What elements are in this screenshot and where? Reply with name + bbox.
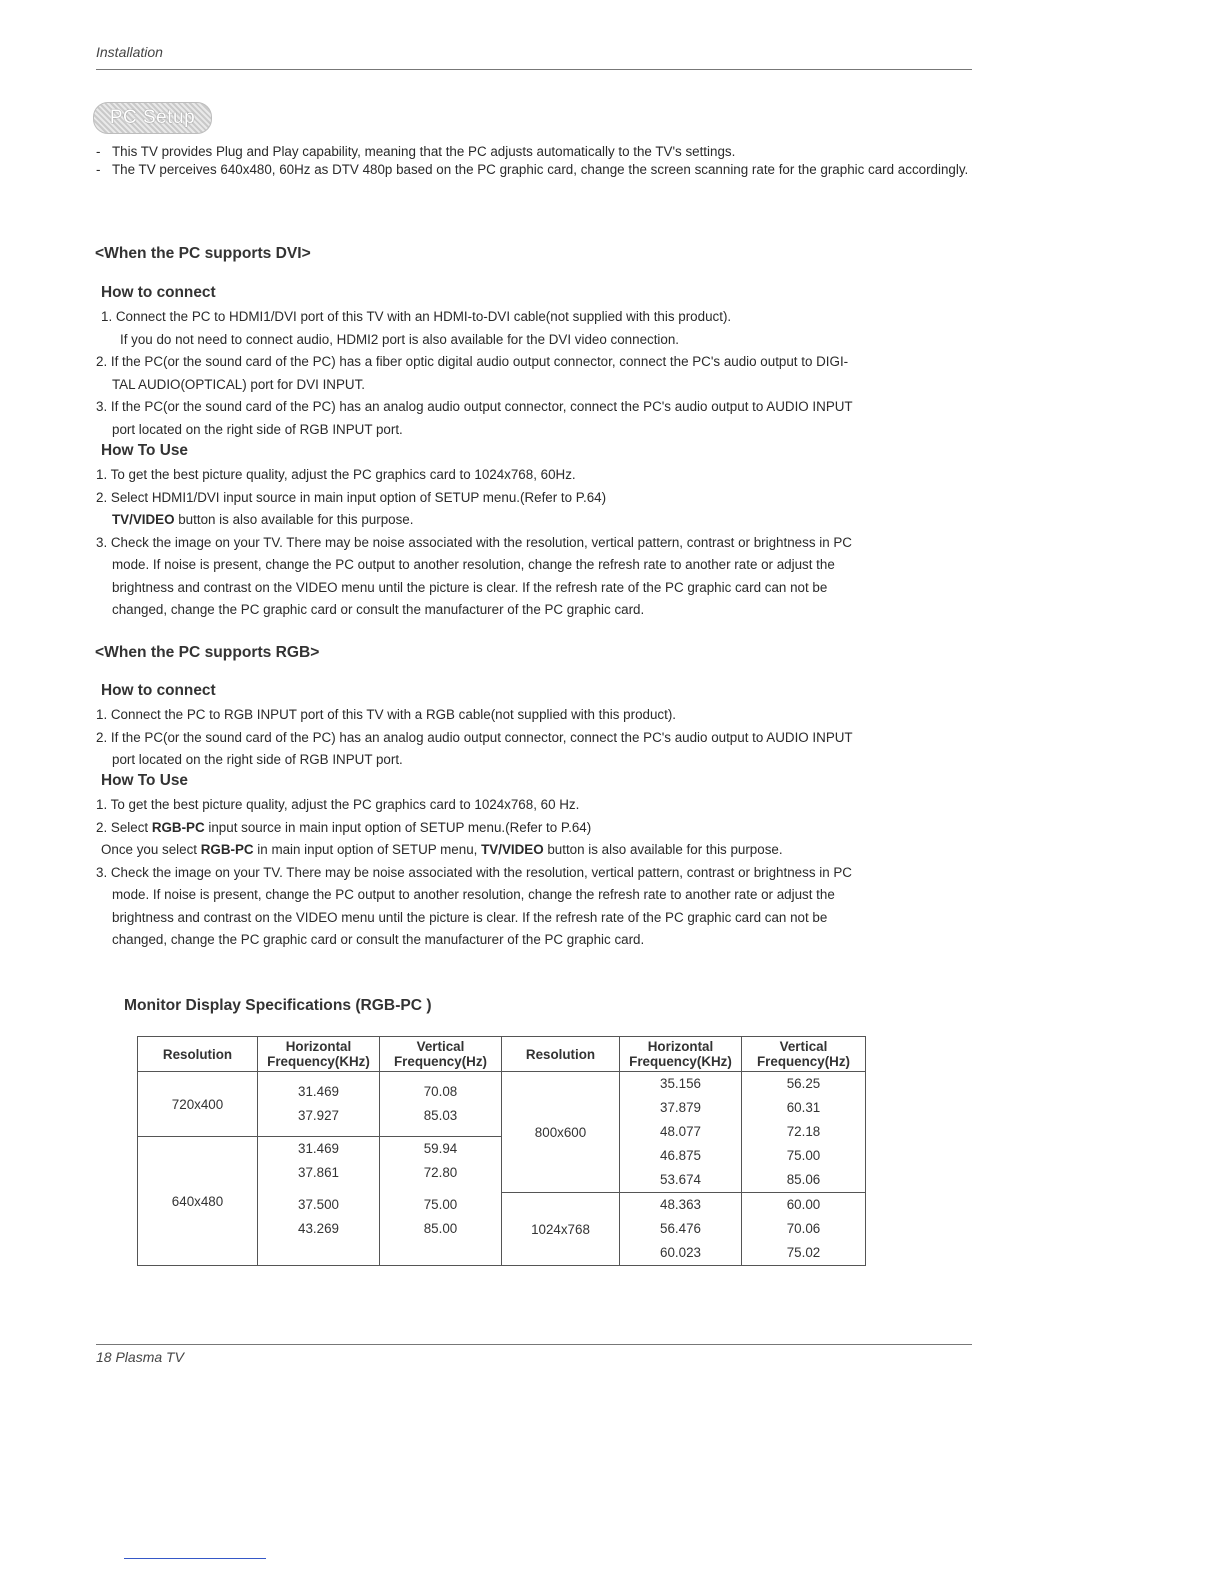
rgb-connect-heading: How to connect [101,682,216,699]
step-text: changed, change the PC graphic card or consult the manufacturer of the PC graphic card. [112,932,645,947]
intro-item: - This TV provides Plug and Play capability, meaning that the PC adjusts automatically to the TV's settings. [96,144,736,159]
table-cell-vertical: 56.25 60.31 72.18 75.00 85.06 [742,1072,866,1193]
link-underline [124,1558,266,1559]
page-footer: 18 Plasma TV [96,1349,184,1365]
dvi-connect-steps [101,306,981,351]
step-text: 1. Connect the PC to HDMI1/DVI port of this TV with an HDMI-to-DVI cable(not supplied with this product). [101,309,732,324]
step-text: port located on the right side of RGB INPUT port. [112,752,403,767]
table-cell-horizontal: 35.156 37.879 48.077 46.875 53.674 [620,1072,742,1193]
col-header-vertical: Vertical Frequency(Hz) [380,1037,502,1072]
table-cell-vertical: 59.94 72.80 75.00 85.00 [380,1137,502,1266]
table-cell-horizontal: 31.469 37.927 [258,1072,380,1137]
col-header-resolution: Resolution [502,1037,620,1072]
rgb-heading: <When the PC supports RGB> [95,644,320,661]
step-text: 2. If the PC(or the sound card of the PC) has an analog audio output connector, connect the PC's audio output to AUDIO INPUT [96,729,853,745]
table-cell-resolution: 640x480 [138,1137,258,1266]
footer-rule [96,1344,972,1345]
table-cell-resolution: 800x600 [502,1072,620,1193]
dvi-connect-heading: How to connect [101,284,216,301]
col-header-vertical: Vertical Frequency(Hz) [742,1037,866,1072]
table-cell-resolution: 1024x768 [502,1193,620,1266]
section-badge-label: PC Setup [109,107,196,128]
rgb-connect-steps [96,704,976,772]
col-header-horizontal: Horizontal Frequency(KHz) [258,1037,380,1072]
step-text: 3. Check the image on your TV. There may be noise associated with the resolution, vertical pattern, contrast or brightness in PC [96,534,852,550]
step-text: 2. Select HDMI1/DVI input source in main input option of SETUP menu.(Refer to P.64) [96,489,607,505]
dvi-heading: <When the PC supports DVI> [95,245,311,262]
step-text: 3. If the PC(or the sound card of the PC) has an analog audio output connector, connect the PC's audio output to AUDIO INPUT [96,399,853,414]
col-header-horizontal: Horizontal Frequency(KHz) [620,1037,742,1072]
dvi-use-heading: How To Use [101,442,188,459]
step-text: mode. If noise is present, change the PC output to another resolution, change the refresh rate to another rate or adjust the [112,557,835,572]
step-text: 3. Check the image on your TV. There may be noise associated with the resolution, vertical pattern, contrast or brightness in PC [96,864,852,880]
col-header-resolution: Resolution [138,1037,258,1072]
spec-table [137,1036,866,1266]
step-text: 2. Select RGB-PC input source in main input option of SETUP menu.(Refer to P.64) [96,819,592,835]
dvi-connect-steps-2 [96,351,976,441]
step-text: port located on the right side of RGB INPUT port. [112,421,403,437]
running-header: Installation [96,44,163,60]
step-text: brightness and contrast on the VIDEO menu until the picture is clear. If the refresh rate of the PC graphic card can not be [112,909,828,925]
step-text: Once you select RGB-PC in main input option of SETUP menu, TV/VIDEO button is also available for this purpose. [101,842,783,857]
step-text: mode. If noise is present, change the PC output to another resolution, change the refresh rate to another rate or adjust the [112,887,835,902]
table-cell-resolution: 720x400 [138,1072,258,1137]
step-text: 1. Connect the PC to RGB INPUT port of this TV with a RGB cable(not supplied with this product). [96,707,677,722]
step-text: 1. To get the best picture quality, adjust the PC graphics card to 1024x768, 60 Hz. [96,797,580,812]
step-text: TAL AUDIO(OPTICAL) port for DVI INPUT. [112,376,365,392]
rgb-use-steps [96,794,976,952]
dvi-use-steps [96,464,976,622]
intro-item: - The TV perceives 640x480, 60Hz as DTV 480p based on the PC graphic card, change the screen scanning rate for the graphic card accordingly. [96,162,969,177]
step-text: brightness and contrast on the VIDEO menu until the picture is clear. If the refresh rate of the PC graphic card can not be [112,579,828,595]
intro-list [96,143,976,179]
table-cell-horizontal: 48.363 56.476 60.023 [620,1193,742,1266]
rgb-use-heading: How To Use [101,772,188,789]
step-text: 1. To get the best picture quality, adjust the PC graphics card to 1024x768, 60Hz. [96,467,576,482]
spec-title: Monitor Display Specifications (RGB-PC ) [124,997,432,1014]
step-text: changed, change the PC graphic card or consult the manufacturer of the PC graphic card. [112,602,645,617]
section-badge [93,102,212,134]
step-text: 2. If the PC(or the sound card of the PC) has a fiber optic digital audio output connector, connect the PC's audio output to DIGI- [96,354,849,369]
step-text: If you do not need to connect audio, HDMI2 port is also available for the DVI video connection. [120,331,680,347]
table-cell-vertical: 60.00 70.06 75.02 [742,1193,866,1266]
table-cell-horizontal: 31.469 37.861 37.500 43.269 [258,1137,380,1266]
header-rule [96,69,972,70]
table-cell-vertical: 70.08 85.03 [380,1072,502,1137]
step-text: TV/VIDEO button is also available for this purpose. [112,512,414,527]
